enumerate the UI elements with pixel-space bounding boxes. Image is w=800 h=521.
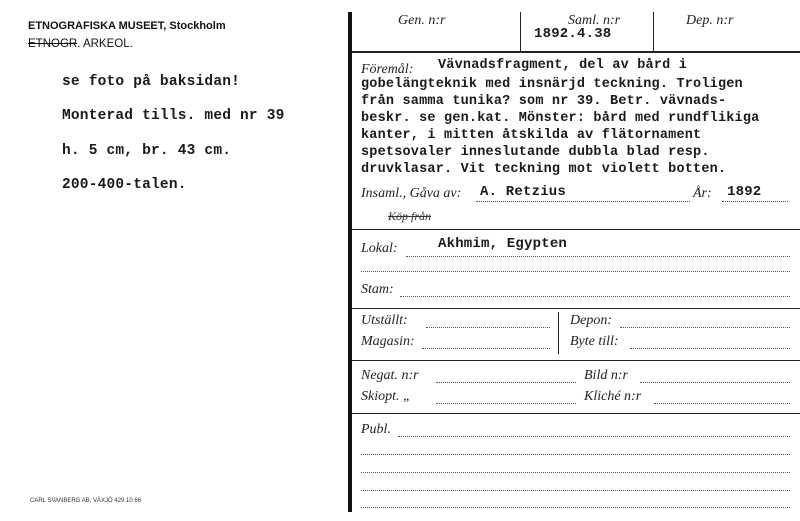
divider-4 (352, 413, 800, 414)
depon-label: Depon: (570, 313, 612, 328)
divider-3 (352, 360, 800, 361)
ar-label: År: (693, 186, 712, 201)
header-sep-1 (520, 12, 521, 52)
publ-dotline-2 (361, 454, 790, 455)
skiopt-label: Skiopt. „ (361, 389, 411, 404)
foremal-line-6: spetsovaler inneslutande dubbla blad resp. (361, 145, 710, 160)
publ-dotline-5 (361, 507, 790, 508)
negat-label: Negat. n:r (361, 368, 419, 383)
divider-1 (352, 229, 800, 230)
lokal-label: Lokal: (361, 241, 398, 256)
magasin-label: Magasin: (361, 334, 415, 349)
lokal-dotline (406, 256, 790, 257)
insaml-label: Insaml., Gåva av: (361, 186, 462, 201)
negat-dotline (436, 382, 576, 383)
utstallt-label: Utställt: (361, 313, 408, 328)
magasin-dotline (422, 348, 550, 349)
byte-dotline (630, 348, 790, 349)
note-dimensions: h. 5 cm, br. 43 cm. (62, 143, 232, 159)
foremal-line-5: kanter, i mitten åtskilda av flätornament (361, 128, 702, 143)
department-value: . ARKEOL. (77, 38, 133, 50)
ar-dotline (722, 201, 788, 202)
kliche-label: Kliché n:r (584, 389, 642, 404)
foremal-line-3: från samma tunika? som nr 39. Betr. vävnads- (361, 94, 727, 109)
publ-dotline-3 (361, 472, 790, 473)
publ-dotline-4 (361, 490, 790, 491)
note-photo: se foto på baksidan! (62, 74, 241, 90)
divider-2 (352, 308, 800, 309)
header-sep-2 (653, 12, 654, 52)
note-dating: 200-400-talen. (62, 177, 187, 193)
saml-nr-label: Saml. n:r (568, 13, 621, 28)
publ-label: Publ. (361, 422, 391, 437)
kop-fran-label: Köp från (388, 209, 432, 223)
department (28, 38, 133, 50)
department-struck: ETNOGR (28, 38, 78, 50)
byte-label: Byte till: (570, 334, 619, 349)
depon-dotline (620, 327, 790, 328)
depon-separator (558, 312, 559, 354)
note-mounted: Monterad tills. med nr 39 (62, 108, 285, 124)
foremal-label: Föremål: (361, 62, 414, 77)
lokal-value: Akhmim, Egypten (438, 236, 568, 252)
insaml-value: A. Retzius (480, 184, 567, 200)
gen-nr-label: Gen. n:r (398, 13, 446, 28)
foremal-line-1: Vävnadsfragment, del av bård i (438, 58, 688, 73)
header-divider (352, 51, 800, 53)
utstallt-dotline (426, 327, 550, 328)
printer-imprint: CARL SVANBERG AB, VÄXJÖ 429 10 66 (30, 498, 142, 504)
saml-nr-value: 1892.4.38 (534, 26, 612, 42)
skiopt-dotline (436, 403, 576, 404)
card-left-border (348, 12, 352, 512)
stam-label: Stam: (361, 282, 394, 297)
publ-dotline-1 (398, 436, 790, 437)
stam-dotline (400, 296, 790, 297)
kliche-dotline (654, 403, 790, 404)
bild-label: Bild n:r (584, 368, 628, 383)
dep-nr-label: Dep. n:r (686, 13, 734, 28)
foremal-line-4: beskr. se gen.kat. Mönster: bård med rundflikiga (361, 111, 760, 126)
bild-dotline (640, 382, 790, 383)
lokal-dotline-2 (361, 271, 790, 272)
insaml-dotline (476, 201, 690, 202)
ar-value: 1892 (727, 184, 762, 200)
foremal-line-7: druvklasar. Vit teckning mot violett botten. (361, 162, 727, 177)
foremal-line-2: gobelängteknik med insnärjd teckning. Troligen (361, 77, 743, 92)
museum-name: ETNOGRAFISKA MUSEET, Stockholm (28, 20, 226, 32)
